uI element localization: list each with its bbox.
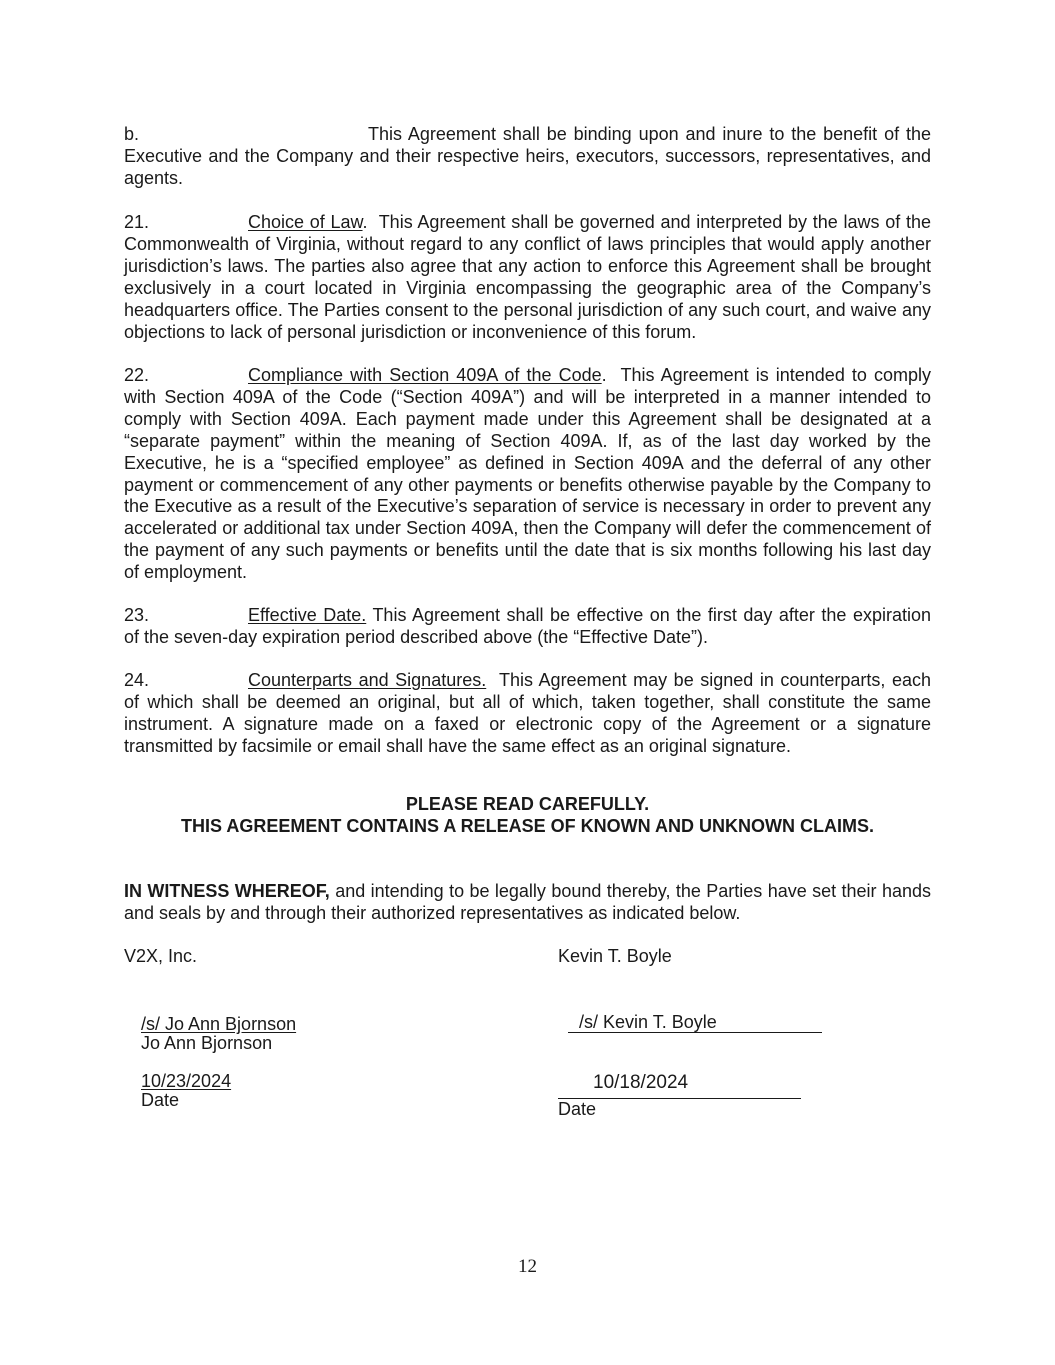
section-number: 23. — [124, 605, 150, 625]
section-heading: Choice of Law — [248, 212, 363, 232]
right-date-label: Date — [558, 1099, 597, 1119]
page-number: 12 — [518, 1256, 537, 1277]
section-heading: Counterparts and Signatures. — [248, 670, 487, 690]
section-number: 24. — [124, 670, 150, 690]
section-number: 21. — [124, 212, 150, 232]
paragraph-b-text: This Agreement shall be binding upon and inure to the benefit of the Executive and the Company and their respective heirs, executors, successors, representatives, and agents. — [124, 124, 931, 188]
notice-line-1: PLEASE READ CAREFULLY. — [405, 794, 650, 814]
left-party-name: V2X, Inc. — [124, 946, 198, 966]
paragraph-b — [124, 124, 931, 190]
left-date-value: 10/23/2024 — [141, 1071, 232, 1091]
right-party-name: Kevin T. Boyle — [558, 946, 672, 966]
section-22 — [124, 365, 931, 584]
section-text: This Agreement may be signed in counterparts, each of which shall be deemed an original, but all of which, taken together, shall constitute the same instrument. A signature made on a faxed or electronic copy of the Agreement or a signature transmitted by facsimile or email shall have the same effect as an original signature. — [124, 670, 932, 756]
witness-paragraph — [124, 881, 931, 925]
section-heading-punct: . — [601, 365, 607, 385]
section-21 — [124, 212, 931, 343]
section-text: This Agreement shall be governed and interpreted by the laws of the Commonwealth of Virginia, without regard to any conflict of laws principles that would apply another jurisdiction’s laws. The parties also agree that any action to enforce this Agreement shall be brought exclusively in a court located in Virginia encompassing the geographic area of the Company’s headquarters office. The Parties consent to the personal jurisdiction of any such court, and waive any objections to lack of personal jurisdiction or inconvenience of this forum. — [124, 212, 931, 342]
left-signer-name: Jo Ann Bjornson — [141, 1033, 273, 1053]
left-signature: /s/ Jo Ann Bjornson — [141, 1014, 297, 1034]
left-date-label: Date — [141, 1090, 180, 1110]
section-23 — [124, 605, 931, 649]
notice-line-2: THIS AGREEMENT CONTAINS A RELEASE OF KNOWN AND UNKNOWN CLAIMS. — [181, 816, 874, 836]
witness-text: and intending to be legally bound thereby, the Parties have set their hands and seals by and through their authorized representatives as indicated below. — [124, 881, 931, 923]
section-24 — [124, 670, 931, 758]
section-heading-punct: . — [362, 212, 368, 232]
section-heading: Effective Date. — [248, 605, 367, 625]
paragraph-b-label: b. — [124, 124, 140, 144]
right-date-value: 10/18/2024 — [593, 1072, 689, 1093]
witness-lead: IN WITNESS WHEREOF, — [124, 881, 330, 901]
section-text: This Agreement is intended to comply with Section 409A of the Code (“Section 409A”) and will be interpreted in a manner intended to comply with Section 409A. Each payment made under this Agreement shall be designated at a “separate payment” within the meaning of Section 409A. If, as of the last day worked by the Executive, he is a “specified employee” as defined in Section 409A and the deferral of any other payment or commencement of any other payments or benefits otherwise payable by the Company to the Executive as a result of the Executive’s separation of service is necessary in order to prevent any accelerated or additional tax under Section 409A, then the Company will defer the commencement of the payment of any such payments or benefits until the date that is six months following his last day of employment. — [124, 365, 931, 583]
section-heading: Compliance with Section 409A of the Code — [248, 365, 602, 385]
section-text: This Agreement shall be effective on the first day after the expiration of the seven-day expiration period described above (the “Effective Date”). — [124, 605, 931, 647]
section-number: 22. — [124, 365, 150, 385]
right-signature: /s/ Kevin T. Boyle — [579, 1012, 717, 1032]
